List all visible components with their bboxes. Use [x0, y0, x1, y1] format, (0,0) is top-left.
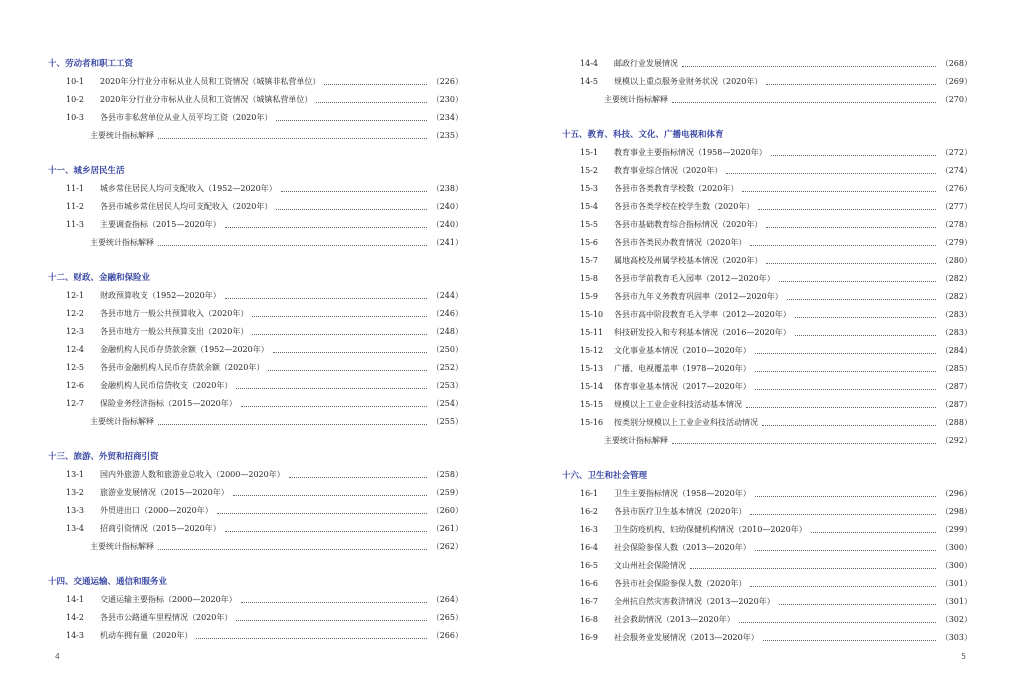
- entry-title: 教育事业综合情况（2020年）: [614, 166, 723, 175]
- entry-title: 主要统计指标解释: [604, 436, 668, 445]
- entry-number: 12-5: [66, 363, 84, 372]
- entry-number: 15-4: [580, 202, 598, 211]
- entry-number: 11-2: [66, 202, 84, 211]
- entry-number: 12-7: [66, 399, 84, 408]
- entry-title: 城乡常住居民人均可支配收入（1952—2020年）: [100, 184, 277, 193]
- toc-entry[interactable]: [48, 520, 463, 538]
- dot-leader: [241, 602, 427, 603]
- entry-page-number: （283）: [940, 328, 972, 337]
- toc-entry[interactable]: [562, 91, 972, 109]
- entry-title: 全州抗自然灾害救济情况（2013—2020年）: [614, 597, 775, 606]
- toc-entry[interactable]: [48, 216, 463, 234]
- entry-title: 主要调查指标（2015—2020年）: [100, 220, 221, 229]
- entry-title: 各县市高中阶段教育毛入学率（2012—2020年）: [614, 310, 791, 319]
- entry-page-number: （234）: [431, 113, 463, 122]
- toc-entry[interactable]: [562, 593, 972, 611]
- toc-entry[interactable]: [562, 324, 972, 342]
- dot-leader: [225, 298, 427, 299]
- entry-page-number: （253）: [431, 381, 463, 390]
- section-heading[interactable]: 十四、交通运输、通信和服务业: [48, 577, 168, 587]
- toc-column-left: [48, 55, 463, 645]
- dot-leader: [241, 406, 427, 407]
- dot-leader: [758, 209, 936, 210]
- entry-number: 16-8: [580, 615, 598, 624]
- entry-title: 各县市地方一般公共预算收入（2020年）: [100, 309, 249, 318]
- entry-title: 各县市地方一般公共预算支出（2020年）: [100, 327, 249, 336]
- entry-page-number: （287）: [940, 400, 972, 409]
- toc-entry[interactable]: [48, 234, 463, 252]
- toc-entry[interactable]: [562, 252, 972, 270]
- entry-page-number: （298）: [940, 507, 972, 516]
- dot-leader: [766, 84, 936, 85]
- entry-page-number: （296）: [940, 489, 972, 498]
- entry-title: 科技研发投入和专利基本情况（2016—2020年）: [614, 328, 791, 337]
- entry-number: 15-2: [580, 166, 598, 175]
- entry-page-number: （248）: [431, 327, 463, 336]
- entry-number: 10-2: [66, 95, 84, 104]
- page-number: 4: [55, 652, 60, 661]
- toc-continued-entries: [562, 55, 972, 109]
- dot-leader: [766, 263, 936, 264]
- section-heading[interactable]: 十、劳动者和职工工资: [48, 59, 134, 69]
- dot-leader: [811, 532, 936, 533]
- entry-number: 16-6: [580, 579, 598, 588]
- toc-entry[interactable]: [562, 342, 972, 360]
- entry-title: 卫生防疫机构、妇幼保健机构情况（2010—2020年）: [614, 525, 807, 534]
- entry-title: 各县市各类教育学校数（2020年）: [614, 184, 739, 193]
- toc-entry[interactable]: [562, 360, 972, 378]
- entry-number: 15-11: [580, 328, 604, 337]
- toc-entry[interactable]: [562, 485, 972, 503]
- toc-entry[interactable]: [48, 627, 463, 645]
- dot-leader: [158, 424, 427, 425]
- entry-title: 各县市九年义务教育巩固率（2012—2020年）: [614, 292, 783, 301]
- entry-number: 12-6: [66, 381, 84, 390]
- toc-entry[interactable]: [48, 466, 463, 484]
- entry-number: 14-1: [66, 595, 84, 604]
- dot-leader: [281, 191, 427, 192]
- toc-entry[interactable]: [48, 127, 463, 145]
- entry-number: 13-3: [66, 506, 84, 515]
- dot-leader: [268, 370, 427, 371]
- dot-leader: [276, 209, 427, 210]
- entry-number: 12-2: [66, 309, 84, 318]
- entry-number: 14-5: [580, 77, 598, 86]
- entry-page-number: （262）: [431, 542, 463, 551]
- entry-number: 16-1: [580, 489, 598, 498]
- entry-number: 15-13: [580, 364, 604, 373]
- toc-entry[interactable]: [562, 557, 972, 575]
- entry-number: 15-14: [580, 382, 604, 391]
- entry-page-number: （303）: [940, 633, 972, 642]
- toc-entry[interactable]: [48, 502, 463, 520]
- toc-entry[interactable]: [48, 91, 463, 109]
- entry-number: 14-3: [66, 631, 84, 640]
- toc-entry[interactable]: [562, 611, 972, 629]
- dot-leader: [755, 353, 936, 354]
- dot-leader: [289, 477, 427, 478]
- entry-page-number: （299）: [940, 525, 972, 534]
- entry-title: 各县市各类民办教育情况（2020年）: [614, 238, 747, 247]
- entry-title: 各县市基础教育综合指标情况（2020年）: [614, 220, 763, 229]
- entry-title: 属地高校及州属学校基本情况（2020年）: [614, 256, 763, 265]
- toc-entry[interactable]: [562, 162, 972, 180]
- entry-number: 11-1: [66, 184, 84, 193]
- toc-entry[interactable]: [48, 359, 463, 377]
- dot-leader: [196, 638, 427, 639]
- section-heading[interactable]: 十一、城乡居民生活: [48, 166, 125, 176]
- dot-leader: [779, 604, 936, 605]
- entry-page-number: （266）: [431, 631, 463, 640]
- entry-number: 16-7: [580, 597, 598, 606]
- dot-leader: [763, 640, 936, 641]
- entry-page-number: （226）: [431, 77, 463, 86]
- entry-title: 机动车拥有量（2020年）: [100, 631, 193, 640]
- entry-number: 15-5: [580, 220, 598, 229]
- entry-page-number: （287）: [940, 382, 972, 391]
- entry-number: 15-1: [580, 148, 598, 157]
- dot-leader: [755, 371, 936, 372]
- toc-entry[interactable]: [562, 216, 972, 234]
- dot-leader: [795, 335, 936, 336]
- entry-title: 外贸进出口（2000—2020年）: [100, 506, 213, 515]
- entry-number: 15-15: [580, 400, 604, 409]
- entry-title: 卫生主要指标情况（1958—2020年）: [614, 489, 751, 498]
- dot-leader: [672, 102, 936, 103]
- entry-title: 规模以上工业企业科技活动基本情况: [614, 400, 742, 409]
- entry-page-number: （300）: [940, 543, 972, 552]
- entry-title: 社会服务业发展情况（2013—2020年）: [614, 633, 759, 642]
- entry-number: 15-6: [580, 238, 598, 247]
- entry-page-number: （301）: [940, 579, 972, 588]
- entry-number: 15-7: [580, 256, 598, 265]
- entry-page-number: （300）: [940, 561, 972, 570]
- entry-page-number: （250）: [431, 345, 463, 354]
- entry-number: 15-3: [580, 184, 598, 193]
- entry-title: 金融机构人民币存贷款余额（1952—2020年）: [100, 345, 269, 354]
- entry-title: 主要统计指标解释: [90, 417, 154, 426]
- entry-title: 各县市金融机构人民币存贷款余额（2020年）: [100, 363, 265, 372]
- dot-leader: [158, 245, 427, 246]
- entry-number: 13-2: [66, 488, 84, 497]
- entry-page-number: （269）: [940, 77, 972, 86]
- entry-page-number: （302）: [940, 615, 972, 624]
- dot-leader: [276, 120, 427, 121]
- entry-title: 国内外旅游人数和旅游业总收入（2000—2020年）: [100, 470, 285, 479]
- entry-number: 12-1: [66, 291, 84, 300]
- toc-entry[interactable]: [562, 180, 972, 198]
- entry-page-number: （279）: [940, 238, 972, 247]
- toc-entry[interactable]: [48, 395, 463, 413]
- entry-page-number: （265）: [431, 613, 463, 622]
- dot-leader: [742, 191, 936, 192]
- entry-number: 13-1: [66, 470, 84, 479]
- entry-page-number: （261）: [431, 524, 463, 533]
- entry-number: 16-5: [580, 561, 598, 570]
- entry-title: 各县市各类学校在校学生数（2020年）: [614, 202, 755, 211]
- dot-leader: [755, 496, 936, 497]
- entry-page-number: （292）: [940, 436, 972, 445]
- dot-leader: [795, 317, 936, 318]
- entry-number: 15-9: [580, 292, 598, 301]
- entry-title: 招商引资情况（2015—2020年）: [100, 524, 221, 533]
- entry-page-number: （255）: [431, 417, 463, 426]
- entry-number: 10-3: [66, 113, 84, 122]
- dot-leader: [750, 245, 936, 246]
- toc-section: [48, 573, 463, 645]
- entry-page-number: （230）: [431, 95, 463, 104]
- entry-number: 11-3: [66, 220, 84, 229]
- dot-leader: [225, 227, 427, 228]
- entry-title: 各县市公路通车里程情况（2020年）: [100, 613, 233, 622]
- entry-page-number: （282）: [940, 274, 972, 283]
- entry-title: 各县市城乡常住居民人均可支配收入（2020年）: [100, 202, 273, 211]
- entry-number: 15-12: [580, 346, 604, 355]
- entry-title: 广播、电视覆盖率（1978—2020年）: [614, 364, 751, 373]
- dot-leader: [750, 586, 936, 587]
- entry-page-number: （244）: [431, 291, 463, 300]
- toc-section: [562, 126, 972, 450]
- toc-entry[interactable]: [562, 198, 972, 216]
- entry-number: 13-4: [66, 524, 84, 533]
- dot-leader: [787, 299, 936, 300]
- entry-page-number: （284）: [940, 346, 972, 355]
- entry-title: 旅游业发展情况（2015—2020年）: [100, 488, 229, 497]
- entry-page-number: （240）: [431, 202, 463, 211]
- entry-page-number: （277）: [940, 202, 972, 211]
- dot-leader: [690, 568, 936, 569]
- entry-page-number: （272）: [940, 148, 972, 157]
- entry-page-number: （241）: [431, 238, 463, 247]
- dot-leader: [217, 513, 427, 514]
- entry-page-number: （288）: [940, 418, 972, 427]
- entry-page-number: （282）: [940, 292, 972, 301]
- toc-entry[interactable]: [562, 55, 972, 73]
- entry-title: 教育事业主要指标情况（1958—2020年）: [614, 148, 767, 157]
- toc-entry[interactable]: [562, 521, 972, 539]
- entry-number: 12-3: [66, 327, 84, 336]
- entry-number: 16-9: [580, 633, 598, 642]
- entry-number: 14-2: [66, 613, 84, 622]
- entry-page-number: （274）: [940, 166, 972, 175]
- entry-number: 12-4: [66, 345, 84, 354]
- toc-entry[interactable]: [562, 414, 972, 432]
- toc-entry[interactable]: [48, 484, 463, 502]
- section-heading[interactable]: 十三、旅游、外贸和招商引资: [48, 452, 159, 462]
- entry-page-number: （260）: [431, 506, 463, 515]
- section-heading[interactable]: 十二、财政、金融和保险业: [48, 273, 151, 283]
- entry-number: 16-4: [580, 543, 598, 552]
- dot-leader: [739, 622, 936, 623]
- toc-entry[interactable]: [562, 378, 972, 396]
- entry-page-number: （259）: [431, 488, 463, 497]
- entry-title: 2020年分行业分市标从业人员和工资情况（城镇私营单位）: [100, 95, 313, 104]
- toc-entry[interactable]: [562, 396, 972, 414]
- entry-title: 保险业务经济指标（2015—2020年）: [100, 399, 237, 408]
- toc-column-right: [562, 55, 972, 647]
- entry-page-number: （278）: [940, 220, 972, 229]
- entry-number: 14-4: [580, 59, 598, 68]
- entry-page-number: （280）: [940, 256, 972, 265]
- toc-entry[interactable]: [562, 306, 972, 324]
- dot-leader: [682, 66, 936, 67]
- toc-entry[interactable]: [48, 73, 463, 91]
- entry-page-number: （246）: [431, 309, 463, 318]
- dot-leader: [766, 227, 936, 228]
- right-page: [512, 0, 1024, 695]
- dot-leader: [252, 334, 427, 335]
- dot-leader: [158, 138, 427, 139]
- toc-entry[interactable]: [562, 629, 972, 647]
- dot-leader: [762, 425, 936, 426]
- entry-title: 金融机构人民币信贷收支（2020年）: [100, 381, 233, 390]
- toc-section: [48, 55, 463, 145]
- dot-leader: [252, 316, 427, 317]
- toc-section: [562, 467, 972, 647]
- dot-leader: [236, 620, 427, 621]
- toc-entry[interactable]: [48, 109, 463, 127]
- entry-title: 文山州社会保险情况: [614, 561, 686, 570]
- entry-title: 规模以上重点服务业财务状况（2020年）: [614, 77, 763, 86]
- entry-title: 各县市社会保险参保人数（2020年）: [614, 579, 747, 588]
- dot-leader: [316, 102, 427, 103]
- dot-leader: [755, 389, 936, 390]
- entry-page-number: （264）: [431, 595, 463, 604]
- entry-page-number: （238）: [431, 184, 463, 193]
- entry-title: 体育事业基本情况（2017—2020年）: [614, 382, 751, 391]
- entry-page-number: （276）: [940, 184, 972, 193]
- dot-leader: [779, 281, 936, 282]
- entry-page-number: （283）: [940, 310, 972, 319]
- entry-number: 15-10: [580, 310, 604, 319]
- toc-entry[interactable]: [48, 323, 463, 341]
- toc-entry[interactable]: [48, 591, 463, 609]
- toc-section: [48, 448, 463, 556]
- page-number: 5: [961, 652, 966, 661]
- entry-title: 社会保险参保人数（2013—2020年）: [614, 543, 751, 552]
- toc-section: [48, 162, 463, 252]
- dot-leader: [273, 352, 427, 353]
- toc-entry[interactable]: [48, 305, 463, 323]
- entry-page-number: （268）: [940, 59, 972, 68]
- dot-leader: [750, 514, 936, 515]
- entry-number: 15-16: [580, 418, 604, 427]
- toc-section: [48, 269, 463, 431]
- toc-entry[interactable]: [48, 609, 463, 627]
- toc-entry[interactable]: [562, 575, 972, 593]
- entry-page-number: （240）: [431, 220, 463, 229]
- dot-leader: [771, 155, 936, 156]
- entry-title: 主要统计指标解释: [90, 131, 154, 140]
- dot-leader: [158, 549, 427, 550]
- toc-entry[interactable]: [48, 180, 463, 198]
- entry-title: 各县市医疗卫生基本情况（2020年）: [614, 507, 747, 516]
- entry-page-number: （270）: [940, 95, 972, 104]
- entry-title: 主要统计指标解释: [90, 542, 154, 551]
- dot-leader: [236, 388, 427, 389]
- entry-page-number: （301）: [940, 597, 972, 606]
- toc-entry[interactable]: [562, 73, 972, 91]
- entry-title: 各县市学前教育毛入园率（2012—2020年）: [614, 274, 775, 283]
- dot-leader: [225, 531, 427, 532]
- toc-entry[interactable]: [48, 377, 463, 395]
- entry-number: 15-8: [580, 274, 598, 283]
- toc-entry[interactable]: [562, 234, 972, 252]
- toc-entry[interactable]: [562, 144, 972, 162]
- toc-entry[interactable]: [562, 503, 972, 521]
- entry-title: 主要统计指标解释: [90, 238, 154, 247]
- entry-page-number: （252）: [431, 363, 463, 372]
- entry-page-number: （254）: [431, 399, 463, 408]
- toc-entry[interactable]: [562, 432, 972, 450]
- entry-title: 文化事业基本情况（2010—2020年）: [614, 346, 751, 355]
- section-heading[interactable]: 十六、卫生和社会管理: [562, 471, 648, 481]
- toc-entry[interactable]: [562, 288, 972, 306]
- entry-number: 16-3: [580, 525, 598, 534]
- toc-entry[interactable]: [48, 198, 463, 216]
- toc-entry[interactable]: [48, 287, 463, 305]
- section-heading[interactable]: 十五、教育、科技、文化、广播电视和体育: [562, 130, 724, 140]
- dot-leader: [726, 173, 936, 174]
- dot-leader: [755, 550, 936, 551]
- entry-title: 主要统计指标解释: [604, 95, 668, 104]
- dot-leader: [746, 407, 936, 408]
- dot-leader: [324, 84, 427, 85]
- toc-entry[interactable]: [48, 538, 463, 556]
- entry-title: 邮政行业发展情况: [614, 59, 678, 68]
- entry-title: 2020年分行业分市标从业人员和工资情况（城镇非私营单位）: [100, 77, 321, 86]
- entry-title: 财政预算收支（1952—2020年）: [100, 291, 221, 300]
- entry-title: 各县市非私营单位从业人员平均工资（2020年）: [100, 113, 273, 122]
- entry-number: 16-2: [580, 507, 598, 516]
- toc-entry[interactable]: [562, 270, 972, 288]
- entry-page-number: （235）: [431, 131, 463, 140]
- toc-entry[interactable]: [562, 539, 972, 557]
- dot-leader: [672, 443, 936, 444]
- entry-number: 10-1: [66, 77, 84, 86]
- toc-entry[interactable]: [48, 413, 463, 431]
- entry-title: 交通运输主要指标（2000—2020年）: [100, 595, 237, 604]
- toc-entry[interactable]: [48, 341, 463, 359]
- dot-leader: [233, 495, 427, 496]
- entry-title: 社会救助情况（2013—2020年）: [614, 615, 735, 624]
- entry-title: 按类别分规模以上工业企业科技活动情况: [614, 418, 758, 427]
- entry-page-number: （258）: [431, 470, 463, 479]
- entry-page-number: （285）: [940, 364, 972, 373]
